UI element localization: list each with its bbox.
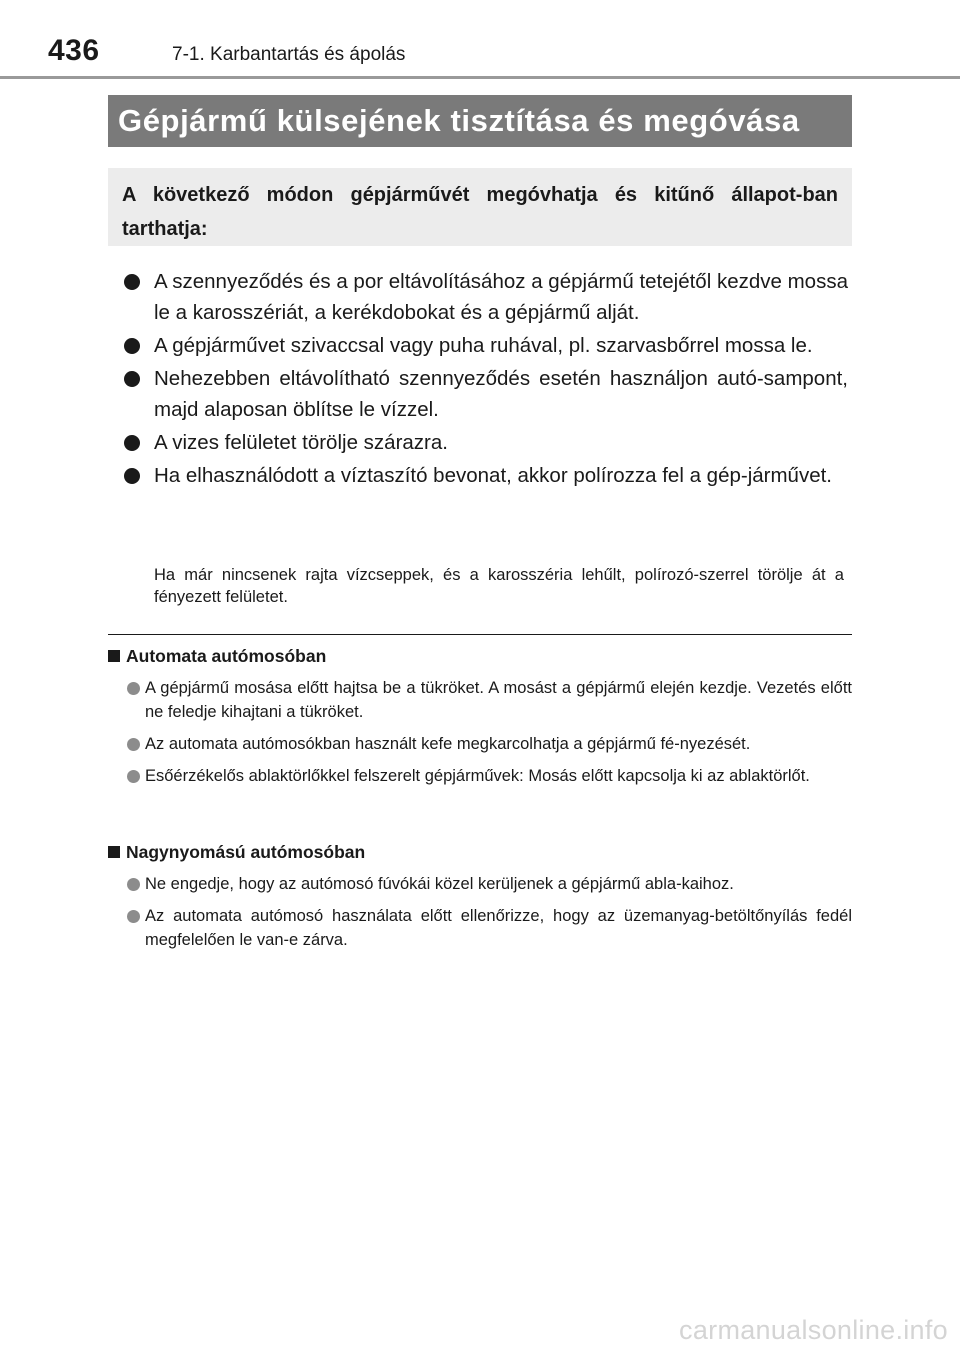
- intro-box: [108, 168, 852, 246]
- section-automatic-carwash: [108, 644, 852, 788]
- list-item: [124, 330, 848, 361]
- bullet-icon: [124, 435, 140, 451]
- list-item: [108, 676, 852, 724]
- list-item-text: Ha elhasználódott a víztaszító bevonat, akkor polírozza fel a gép-járművet.: [154, 464, 833, 487]
- bullet-icon: [127, 878, 140, 891]
- list-item-text: A gépjármű mosása előtt hajtsa be a tükröket. A mosást a gépjármű elején kezdje. Vezetés előtt ne feledje kihajtani a tükröket.: [145, 679, 852, 721]
- section-heading-text: Automata autómosóban: [126, 646, 327, 666]
- intro-text: A következő módon gépjárművét megóvhatja és kitűnő állapot-ban tarthatja:: [122, 184, 838, 240]
- sub-list: [108, 872, 852, 952]
- section-heading: [108, 644, 852, 668]
- list-item-text: A vizes felületet törölje szárazra.: [154, 431, 448, 454]
- bullet-icon: [127, 682, 140, 695]
- list-item-text: Esőérzékelős ablaktörlőkkel felszerelt gépjárművek: Mosás előtt kapcsolja ki az ablaktörlőt.: [145, 767, 810, 785]
- list-item-text: A gépjárművet szivaccsal vagy puha ruhával, pl. szarvasbőrrel mossa le.: [154, 334, 813, 357]
- section-heading-text: Nagynyomású autómosóban: [126, 842, 366, 862]
- list-item: [124, 427, 848, 458]
- list-item: [124, 460, 848, 491]
- square-bullet-icon: [108, 846, 120, 858]
- bullet-icon: [124, 371, 140, 387]
- square-bullet-icon: [108, 650, 120, 662]
- list-item-text: A szennyeződés és a por eltávolításához a gépjármű tetejétől kezdve mossa le a karosszériát, a kerékdobokat és a gépjármű alját.: [154, 270, 848, 324]
- divider: [108, 634, 852, 635]
- bullet-icon: [127, 910, 140, 923]
- bullet-icon: [124, 338, 140, 354]
- list-item: [108, 764, 852, 788]
- bullet-icon: [127, 770, 140, 783]
- page-number: 436: [48, 34, 100, 67]
- list-item-text: Ne engedje, hogy az autómosó fúvókái közel kerüljenek a gépjármű abla-kaihoz.: [145, 875, 734, 893]
- list-item: [124, 363, 848, 425]
- list-item: [108, 872, 852, 896]
- list-item-text: Az automata autómosó használata előtt ellenőrizze, hogy az üzemanyag-betöltőnyílás fedél megfelelően le van-e zárva.: [145, 907, 852, 949]
- list-item: [124, 266, 848, 328]
- header-rule: [0, 76, 960, 79]
- section-heading: [108, 840, 852, 864]
- section-high-pressure-carwash: [108, 840, 852, 952]
- list-item: [108, 904, 852, 952]
- bullet-icon: [124, 468, 140, 484]
- list-item: [108, 732, 852, 756]
- sub-list: [108, 676, 852, 788]
- page-title: Gépjármű külsejének tisztítása és megóvása: [108, 95, 852, 147]
- section-label: 7-1. Karbantartás és ápolás: [172, 44, 406, 65]
- list-item-text: Az automata autómosókban használt kefe megkarcolhatja a gépjármű fé-nyezését.: [145, 735, 751, 753]
- list-item-text: Nehezebben eltávolítható szennyeződés esetén használjon autó-sampont, majd alaposan öblítse le vízzel.: [154, 367, 848, 421]
- watermark: carmanualsonline.info: [679, 1315, 948, 1345]
- main-list: [124, 266, 848, 493]
- bullet-icon: [124, 274, 140, 290]
- bullet-icon: [127, 738, 140, 751]
- note: Ha már nincsenek rajta vízcseppek, és a karosszéria lehűlt, polírozó-szerrel törölje át a fényezett felületet.: [154, 566, 844, 606]
